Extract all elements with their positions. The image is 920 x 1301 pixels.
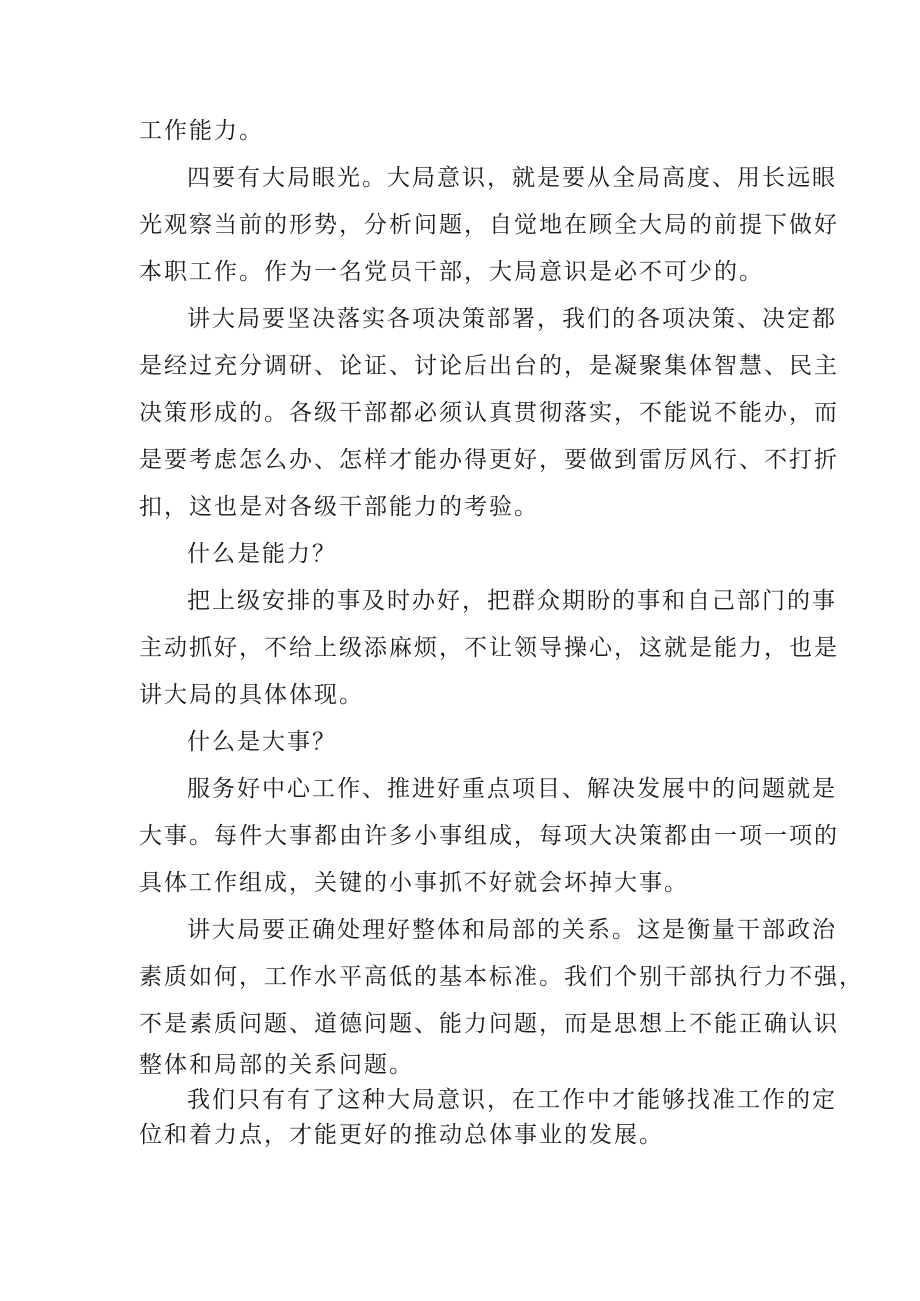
text-line: 不是素质问题、道德问题、能力问题，而是思想上不能正确认识	[139, 1011, 839, 1037]
text-line: 光观察当前的形势，分析问题，自觉地在顾全大局的前提下做好	[139, 212, 839, 238]
paragraph-start-line: 把上级安排的事及时办好，把群众期盼的事和自己部门的事	[187, 588, 837, 614]
text-line: 决策形成的。各级干部都必须认真贯彻落实，不能说不能办，而	[139, 400, 839, 426]
paragraph-start-line: 四要有大局眼光。大局意识，就是要从全局高度、用长远眼	[187, 165, 837, 191]
paragraph-start-line: 服务好中心工作、推进好重点项目、解决发展中的问题就是	[187, 776, 837, 802]
paragraph-start-line: 讲大局要正确处理好整体和局部的关系。这是衡量干部政治	[187, 917, 837, 943]
question-heading: 什么是大事？	[187, 729, 337, 755]
paragraph-start-line: 讲大局要坚决落实各项决策部署，我们的各项决策、决定都	[187, 306, 837, 332]
question-heading: 什么是能力？	[187, 541, 337, 567]
text-line: 本职工作。作为一名党员干部，大局意识是必不可少的。	[139, 259, 764, 285]
text-line: 讲大局的具体体现。	[139, 682, 364, 708]
text-line: 整体和局部的关系问题。	[139, 1052, 414, 1078]
paragraph-start-line: 我们只有有了这种大局意识，在工作中才能够找准工作的定	[187, 1087, 837, 1113]
document-body	[139, 108, 864, 1153]
text-line: 大事。每件大事都由许多小事组成，每项大决策都由一项一项的	[139, 823, 839, 849]
text-line: 扣，这也是对各级干部能力的考验。	[139, 494, 539, 520]
text-line: 是经过充分调研、论证、讨论后出台的，是凝聚集体智慧、民主	[139, 353, 839, 379]
text-line: 是要考虑怎么办、怎样才能办得更好，要做到雷厉风行、不打折	[139, 447, 839, 473]
text-line: 位和着力点，才能更好的推动总体事业的发展。	[139, 1122, 664, 1148]
text-line: 具体工作组成，关键的小事抓不好就会坏掉大事。	[139, 870, 689, 896]
text-line: 素质如何，工作水平高低的基本标准。我们个别干部执行力不强，	[139, 964, 864, 990]
text-line: 工作能力。	[139, 118, 264, 144]
text-line: 主动抓好，不给上级添麻烦，不让领导操心，这就是能力，也是	[139, 635, 839, 661]
